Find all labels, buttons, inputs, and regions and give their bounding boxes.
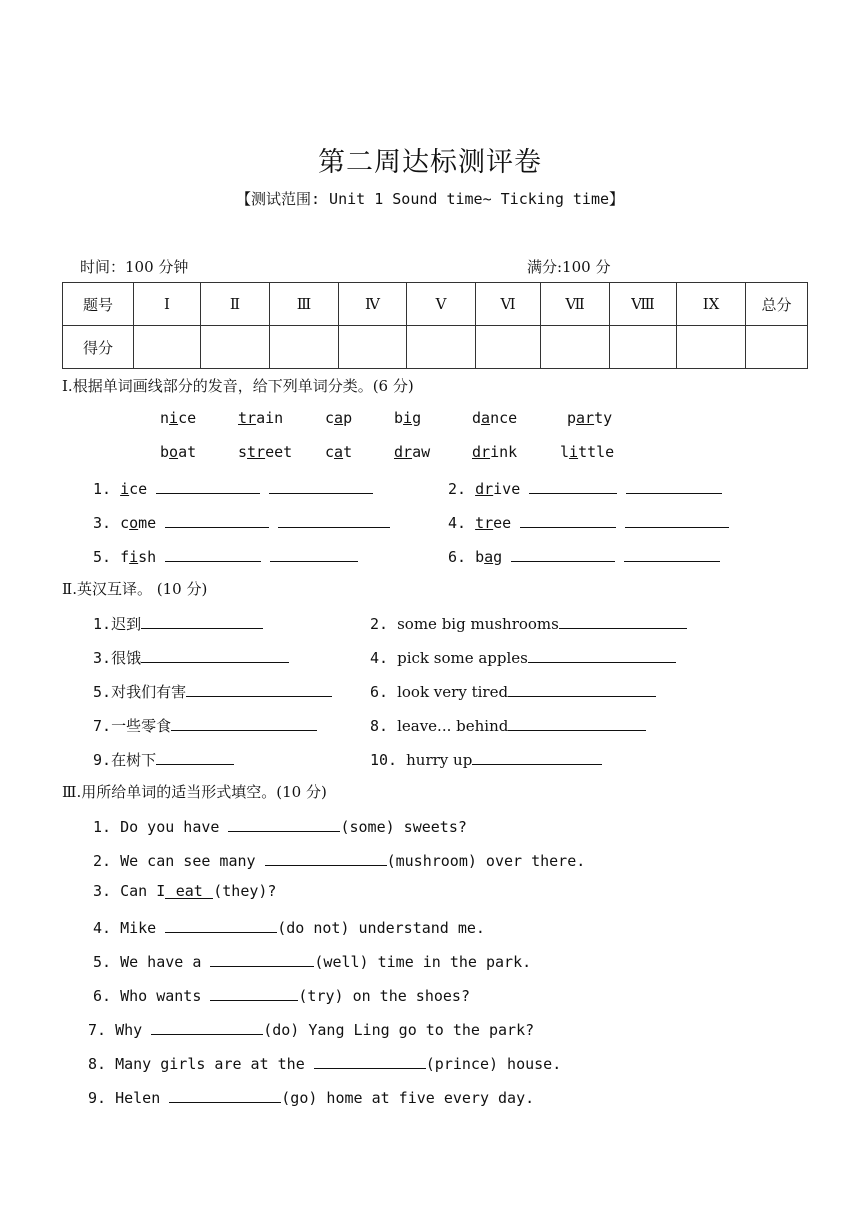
translation-item bbox=[370, 714, 646, 735]
fill-blank-item bbox=[93, 984, 470, 1005]
fill-blank-item bbox=[93, 815, 467, 836]
answer-blank[interactable] bbox=[210, 984, 298, 1001]
item-after: time in the park. bbox=[368, 953, 532, 971]
underlined-sound: i bbox=[129, 548, 139, 566]
fill-blank-item bbox=[93, 950, 531, 971]
score-header-cell: Ⅱ bbox=[201, 283, 270, 326]
item-number: 9. bbox=[88, 1089, 116, 1107]
underlined-sound: i bbox=[169, 409, 179, 427]
item-after: sweets? bbox=[394, 818, 467, 836]
item-number: 5. bbox=[93, 548, 121, 566]
item-number: 7. bbox=[93, 717, 112, 735]
score-header-cell: Ⅴ bbox=[407, 283, 476, 326]
answer-blank[interactable] bbox=[156, 748, 234, 765]
fill-blank-item bbox=[93, 849, 585, 870]
section-2-heading: Ⅱ.英汉互译。 (10 分) bbox=[62, 580, 208, 598]
item-text: 很饿 bbox=[111, 649, 142, 667]
score-table bbox=[62, 282, 808, 369]
time-limit: 时间：100 分钟 bbox=[80, 258, 189, 276]
word-part: p bbox=[343, 409, 353, 427]
item-after: on the shoes? bbox=[343, 987, 470, 1005]
answer-blank[interactable] bbox=[169, 1086, 281, 1103]
item-before: We can see many bbox=[120, 852, 256, 870]
score-header-cell: Ⅳ bbox=[339, 283, 407, 326]
item-number: 5. bbox=[93, 953, 121, 971]
item-before: Helen bbox=[115, 1089, 161, 1107]
full-score: 满分:100 分 bbox=[527, 258, 611, 276]
item-text: 迟到 bbox=[111, 615, 142, 633]
item-number: 2. bbox=[370, 615, 398, 633]
word-hint: (do not) bbox=[277, 919, 350, 937]
translation-item bbox=[370, 646, 676, 667]
translation-item bbox=[93, 612, 263, 634]
word-part: ink bbox=[490, 443, 518, 461]
underlined-sound: i bbox=[403, 409, 413, 427]
word-hint: (prince) bbox=[425, 1055, 499, 1073]
word-hint: (well) bbox=[314, 953, 369, 971]
underlined-sound: tr bbox=[475, 514, 494, 532]
underlined-sound: ar bbox=[576, 409, 595, 427]
score-cell[interactable] bbox=[407, 326, 476, 369]
score-row-label: 得分 bbox=[63, 326, 134, 369]
word-part: sh bbox=[138, 548, 157, 566]
underlined-sound: o bbox=[129, 514, 139, 532]
score-cell[interactable] bbox=[476, 326, 541, 369]
score-cell[interactable] bbox=[201, 326, 270, 369]
translation-item bbox=[370, 680, 656, 701]
translation-item bbox=[93, 646, 289, 668]
word-part: ce bbox=[178, 409, 197, 427]
underlined-sound: a bbox=[481, 409, 491, 427]
word-bank-item bbox=[560, 443, 614, 461]
section-3-heading: Ⅲ.用所给单词的适当形式填空。(10 分) bbox=[62, 783, 327, 801]
answer-blank[interactable] bbox=[186, 680, 332, 697]
word-bank-item bbox=[160, 443, 196, 461]
item-number: 3. bbox=[93, 882, 121, 900]
answer-blank[interactable] bbox=[314, 1052, 426, 1069]
answer-blank[interactable] bbox=[165, 511, 269, 528]
score-cell[interactable] bbox=[677, 326, 746, 369]
answer-blank[interactable] bbox=[165, 916, 277, 933]
word-part: c bbox=[120, 514, 130, 532]
item-before: Who wants bbox=[120, 987, 202, 1005]
answer-blank[interactable] bbox=[626, 477, 722, 494]
classify-item bbox=[448, 545, 720, 566]
underlined-sound: i bbox=[120, 480, 130, 498]
answer-blank[interactable] bbox=[508, 714, 646, 731]
item-number: 3. bbox=[93, 514, 121, 532]
word-part: s bbox=[238, 443, 248, 461]
word-hint: (mushroom) bbox=[386, 852, 477, 870]
item-text: look very tired bbox=[397, 683, 509, 701]
word-part: n bbox=[160, 409, 170, 427]
translation-item bbox=[370, 748, 602, 769]
word-part: at bbox=[178, 443, 197, 461]
item-before: Can I bbox=[120, 882, 166, 900]
item-number: 9. bbox=[93, 751, 112, 769]
translation-item bbox=[93, 714, 317, 736]
word-part: b bbox=[394, 409, 404, 427]
answer-blank[interactable] bbox=[528, 646, 676, 663]
word-part: b bbox=[475, 548, 485, 566]
translation-item bbox=[370, 612, 687, 633]
item-text: pick some apples bbox=[397, 649, 528, 667]
word-bank-item bbox=[567, 409, 612, 427]
answer-blank[interactable] bbox=[156, 477, 260, 494]
word-part: ttle bbox=[578, 443, 615, 461]
score-header-cell: Ⅶ bbox=[541, 283, 610, 326]
word-part: f bbox=[120, 548, 130, 566]
word-bank-item bbox=[472, 443, 517, 461]
answer-blank[interactable] bbox=[529, 477, 617, 494]
score-header-cell: Ⅰ bbox=[134, 283, 201, 326]
word-part: c bbox=[325, 443, 335, 461]
score-cell[interactable] bbox=[339, 326, 407, 369]
item-number: 8. bbox=[88, 1055, 116, 1073]
answer-blank[interactable] bbox=[624, 545, 720, 562]
word-part: l bbox=[560, 443, 570, 461]
item-after: house. bbox=[498, 1055, 562, 1073]
item-number: 10. bbox=[370, 751, 407, 769]
word-part: ive bbox=[493, 480, 521, 498]
fill-blank-item bbox=[88, 1052, 561, 1073]
underlined-sound: a bbox=[334, 443, 344, 461]
item-number: 6. bbox=[93, 987, 121, 1005]
answer-blank[interactable] bbox=[228, 815, 340, 832]
item-text: 对我们有害 bbox=[111, 683, 187, 701]
item-after: home at five every day. bbox=[317, 1089, 535, 1107]
word-part: t bbox=[343, 443, 353, 461]
item-text: 在树下 bbox=[111, 751, 157, 769]
answer-blank[interactable] bbox=[520, 511, 616, 528]
item-before: Why bbox=[115, 1021, 143, 1039]
section-1-heading: Ⅰ.根据单词画线部分的发音，给下列单词分类。(6 分) bbox=[62, 377, 414, 395]
word-hint: (try) bbox=[298, 987, 344, 1005]
answer-blank[interactable] bbox=[165, 882, 213, 899]
item-number: 4. bbox=[448, 514, 476, 532]
classify-item bbox=[448, 511, 729, 532]
word-part: aw bbox=[412, 443, 431, 461]
answer-blank[interactable] bbox=[141, 612, 263, 629]
answer-blank[interactable] bbox=[278, 511, 390, 528]
item-number: 6. bbox=[448, 548, 476, 566]
item-text: some big mushrooms bbox=[397, 615, 559, 633]
answer-blank[interactable] bbox=[472, 748, 602, 765]
item-number: 1. bbox=[93, 480, 121, 498]
underlined-sound: dr bbox=[394, 443, 413, 461]
underlined-sound: a bbox=[334, 409, 344, 427]
underlined-sound: a bbox=[484, 548, 494, 566]
answer-blank[interactable] bbox=[141, 646, 289, 663]
fill-blank-item bbox=[88, 1086, 534, 1107]
score-header-cell: 题号 bbox=[63, 283, 134, 326]
answer-blank[interactable] bbox=[269, 477, 373, 494]
item-after: over there. bbox=[476, 852, 586, 870]
answer-blank[interactable] bbox=[265, 849, 387, 866]
item-number: 1. bbox=[93, 615, 112, 633]
classify-item bbox=[93, 477, 373, 498]
filled-answer: eat bbox=[175, 882, 203, 900]
translation-item bbox=[93, 748, 234, 770]
item-number: 4. bbox=[93, 919, 121, 937]
word-part: g bbox=[493, 548, 503, 566]
fill-blank-item bbox=[93, 916, 485, 937]
item-number: 6. bbox=[370, 683, 398, 701]
word-part: nce bbox=[490, 409, 518, 427]
word-hint: (do) bbox=[263, 1021, 300, 1039]
answer-blank[interactable] bbox=[625, 511, 729, 528]
underlined-sound: i bbox=[569, 443, 579, 461]
translation-item bbox=[93, 680, 332, 702]
score-table-header-row bbox=[63, 283, 808, 326]
word-part: ty bbox=[594, 409, 613, 427]
word-part: eet bbox=[265, 443, 293, 461]
word-bank-item bbox=[238, 409, 283, 427]
item-before: Mike bbox=[120, 919, 157, 937]
item-number: 2. bbox=[93, 852, 121, 870]
score-header-cell: Ⅵ bbox=[476, 283, 541, 326]
item-after: Yang Ling go to the park? bbox=[299, 1021, 535, 1039]
classify-item bbox=[93, 511, 390, 532]
item-number: 2. bbox=[448, 480, 476, 498]
word-part: ee bbox=[493, 514, 512, 532]
underlined-sound: tr bbox=[247, 443, 266, 461]
word-hint: (go) bbox=[281, 1089, 318, 1107]
underlined-sound: dr bbox=[472, 443, 491, 461]
test-scope: 【测试范围: Unit 1 Sound time~ Ticking time】 bbox=[235, 190, 625, 208]
item-number: 3. bbox=[93, 649, 112, 667]
underlined-sound: dr bbox=[475, 480, 494, 498]
answer-blank[interactable] bbox=[508, 680, 656, 697]
item-before: Many girls are at the bbox=[115, 1055, 305, 1073]
page-title: 第二周达标测评卷 bbox=[318, 147, 542, 178]
word-part: b bbox=[160, 443, 170, 461]
score-cell[interactable] bbox=[134, 326, 201, 369]
answer-blank[interactable] bbox=[270, 545, 358, 562]
word-part: p bbox=[567, 409, 577, 427]
score-header-cell: Ⅷ bbox=[610, 283, 677, 326]
score-cell[interactable] bbox=[270, 326, 339, 369]
item-before: Do you have bbox=[120, 818, 220, 836]
answer-blank[interactable] bbox=[210, 950, 314, 967]
word-part: ain bbox=[256, 409, 284, 427]
score-header-cell: ⅠX bbox=[677, 283, 746, 326]
score-cell[interactable] bbox=[541, 326, 610, 369]
classify-item bbox=[448, 477, 722, 498]
underlined-sound: o bbox=[169, 443, 179, 461]
fill-blank-item bbox=[93, 882, 276, 900]
score-cell[interactable] bbox=[746, 326, 808, 369]
score-cell[interactable] bbox=[610, 326, 677, 369]
answer-blank[interactable] bbox=[559, 612, 687, 629]
item-text: leave... behind bbox=[397, 717, 509, 735]
word-bank-item bbox=[325, 409, 352, 427]
word-bank-item bbox=[325, 443, 352, 461]
item-number: 8. bbox=[370, 717, 398, 735]
word-part: g bbox=[412, 409, 422, 427]
answer-blank[interactable] bbox=[511, 545, 615, 562]
classify-item bbox=[93, 545, 358, 566]
item-number: 5. bbox=[93, 683, 112, 701]
item-before: We have a bbox=[120, 953, 202, 971]
word-bank-item bbox=[472, 409, 517, 427]
underlined-sound: tr bbox=[238, 409, 257, 427]
word-hint: (they)? bbox=[213, 882, 277, 900]
word-bank-item bbox=[160, 409, 196, 427]
score-header-cell: 总分 bbox=[746, 283, 808, 326]
score-header-cell: Ⅲ bbox=[270, 283, 339, 326]
item-number: 4. bbox=[370, 649, 398, 667]
item-text: hurry up bbox=[406, 751, 473, 769]
word-part: c bbox=[325, 409, 335, 427]
word-part: me bbox=[138, 514, 157, 532]
word-part: ce bbox=[129, 480, 148, 498]
word-bank-item bbox=[394, 443, 430, 461]
word-bank-item bbox=[238, 443, 292, 461]
word-hint: (some) bbox=[340, 818, 395, 836]
word-part: d bbox=[472, 409, 482, 427]
item-number: 1. bbox=[93, 818, 121, 836]
answer-blank[interactable] bbox=[165, 545, 261, 562]
answer-blank[interactable] bbox=[171, 714, 317, 731]
word-bank-item bbox=[394, 409, 421, 427]
score-table-score-row bbox=[63, 326, 808, 369]
answer-blank[interactable] bbox=[151, 1018, 263, 1035]
item-after: understand me. bbox=[349, 919, 485, 937]
item-number: 7. bbox=[88, 1021, 116, 1039]
item-text: 一些零食 bbox=[111, 717, 172, 735]
fill-blank-item bbox=[88, 1018, 534, 1039]
